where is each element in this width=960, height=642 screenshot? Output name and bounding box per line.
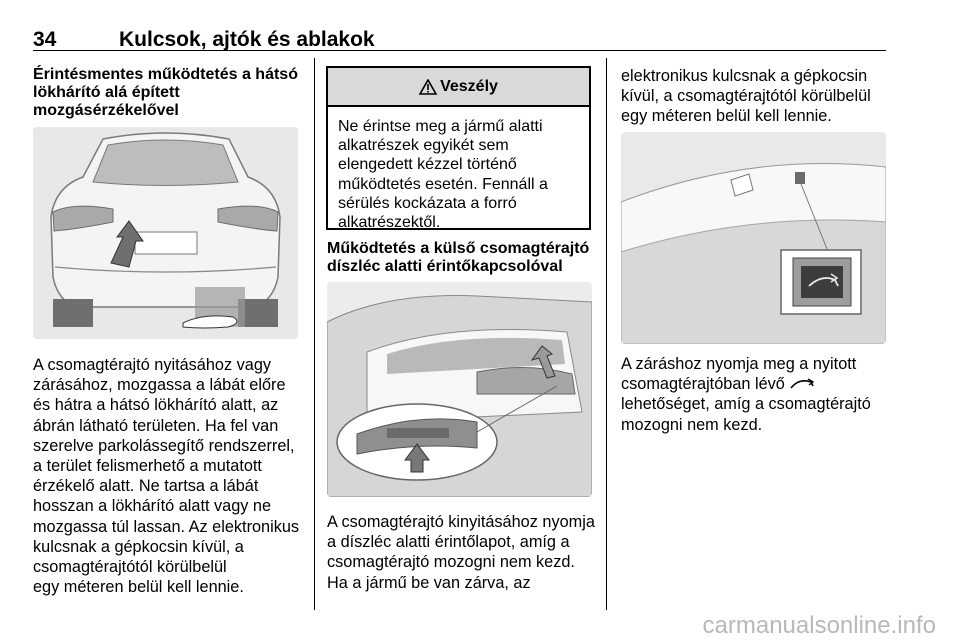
kick-sensor-instructions: A csomagtérajtó nyitásához vagy zárásához, mozgassa a lábát előre és hátra a hátsó lökhárító alatt, az ábrán látható területen. Ha fel van szerelve parkolássegítő rendszerrel, a terület felismerhető a mutatott érzékelő alatt. Ne tartsa a lábát hosszan a lökhárító alatt vagy ne mozgassa túl lassan. Az elektronikus kulcsnak a gépkocsin kívül, a csomagtérajtótól körülbelül egy méteren belül kell lennie. bbox=[33, 356, 300, 597]
column-divider-2 bbox=[606, 58, 607, 610]
page-number: 34 bbox=[33, 28, 57, 51]
column-1-body bbox=[33, 355, 308, 597]
danger-text: Ne érintse meg a jármű alatti alkatrészek egyikét sem elengedett kézzel történő működtetés esetén. Fennáll a sérülés kockázata a forró alkatrészektől. bbox=[338, 118, 548, 232]
warning-triangle-icon bbox=[419, 79, 437, 95]
car-rear-kick-sensor-illustration bbox=[33, 127, 298, 339]
column-2-heading-wrap bbox=[327, 240, 597, 276]
close-instructions-part-1: A záráshoz nyomja meg a nyitott csomagtérajtóban lévő bbox=[621, 355, 857, 394]
danger-title: Veszély bbox=[440, 77, 498, 95]
close-instructions bbox=[621, 354, 886, 435]
column-1 bbox=[33, 66, 303, 120]
column-2-body bbox=[327, 512, 597, 593]
column-3-top bbox=[621, 66, 891, 127]
watermark: carmanualsonline.info bbox=[702, 612, 936, 639]
close-instructions-part-2: lehetőséget, amíg a csomagtérajtó mozogni nem kezd. bbox=[621, 395, 871, 434]
page-title: Kulcsok, ajtók és ablakok bbox=[119, 28, 375, 51]
tailgate-touch-switch-illustration bbox=[327, 282, 592, 497]
section-heading-touch-switch: Működtetés a külső csomagtérajtó díszléc alatti érintőkapcsolóval bbox=[327, 240, 590, 275]
key-range-continued: elektronikus kulcsnak a gépkocsin kívül, a csomagtérajtótól körülbelül egy méteren belül kell lennie. bbox=[621, 67, 871, 126]
header-rule bbox=[33, 50, 886, 51]
column-divider-1 bbox=[314, 58, 315, 610]
touch-switch-instructions: A csomagtérajtó kinyitásához nyomja a díszléc alatti érintőlapot, amíg a csomagtérajtó mozogni nem kezd. Ha a jármű be van zárva, az bbox=[327, 513, 595, 592]
tailgate-close-button-illustration bbox=[621, 132, 886, 344]
section-heading-kick-sensor: Érintésmentes működtetés a hátsó lökhárító alá épített mozgásérzékelővel bbox=[33, 66, 298, 119]
column-3-bottom bbox=[621, 354, 886, 435]
danger-header bbox=[328, 68, 589, 107]
tailgate-close-icon bbox=[789, 376, 815, 390]
danger-box bbox=[326, 66, 591, 230]
